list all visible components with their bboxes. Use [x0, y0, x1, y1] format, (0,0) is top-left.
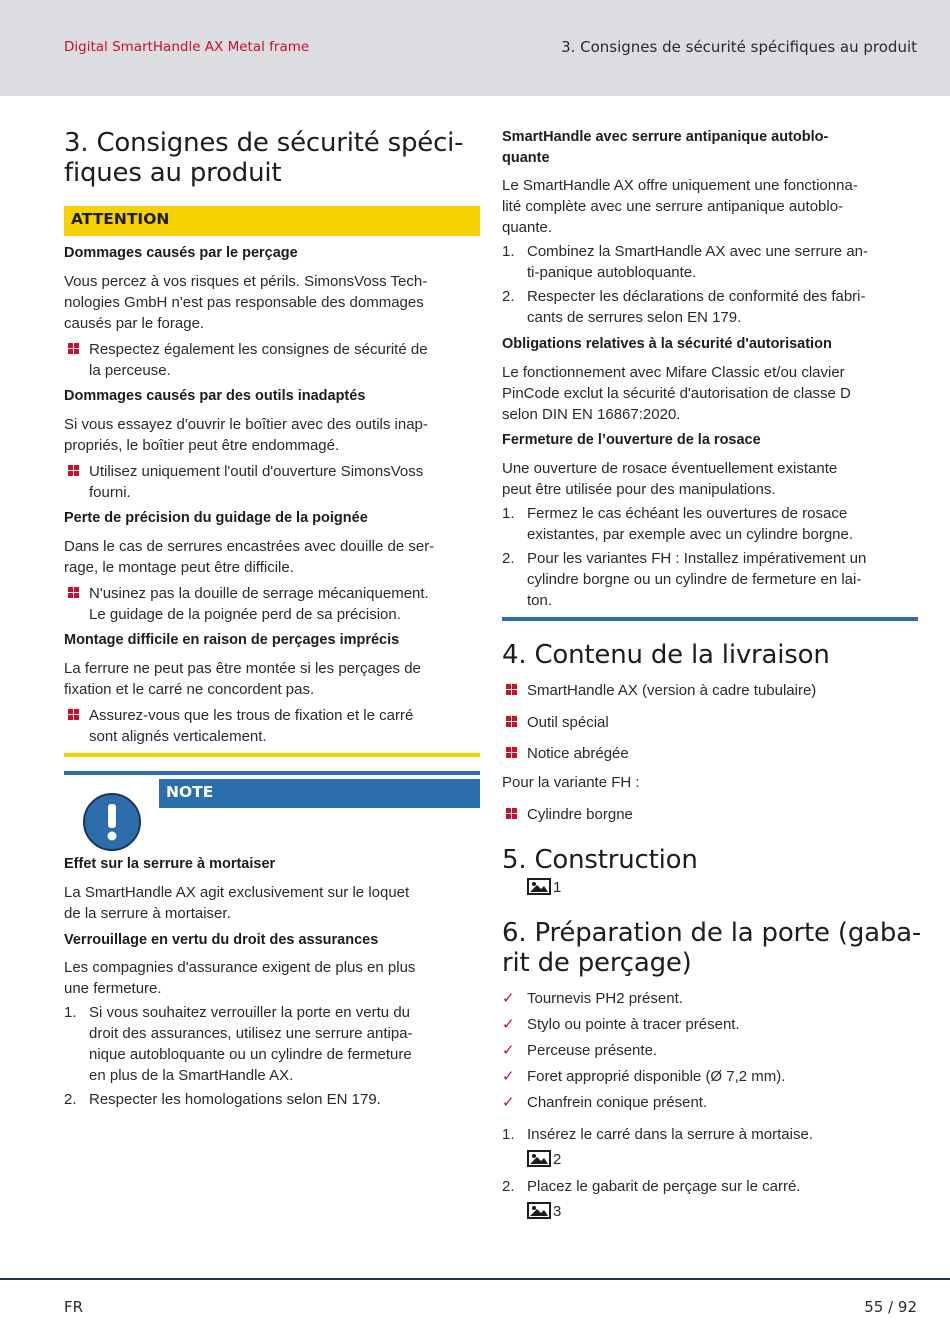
bullet-item: Respectez également les consignes de sécurité de la perceuse. [64, 339, 480, 381]
paragraph-line: Le fonctionnement avec Mifare Classic et/ou clavier [502, 364, 845, 381]
attention-label: ATTENTION [71, 210, 170, 228]
red-check-icon: ✓ [502, 990, 515, 1007]
header-section-title: 3. Consignes de sécurité spécifiques au produit [561, 38, 917, 56]
paragraph-line: La SmartHandle AX agit exclusivement sur le loquet [64, 884, 410, 901]
bullet-item: Notice abrégée [502, 743, 918, 764]
numbered-item: 2. Placez le gabarit de perçage sur le carré. [502, 1178, 801, 1195]
section-title: Perte de précision du guidage de la poignée [64, 510, 368, 526]
chapter-3-title-line2: fiques au produit [64, 158, 282, 188]
note-label: NOTE [166, 783, 214, 801]
footer-language: FR [64, 1298, 84, 1316]
chapter-4-title: 4. Contenu de la livraison [502, 640, 830, 670]
paragraph-line: de la serrure à mortaiser. [64, 905, 231, 922]
red-square-bullet-icon [506, 684, 517, 695]
paragraph-line: une fermeture. [64, 980, 162, 997]
red-square-bullet-icon [68, 465, 79, 476]
paragraph-line: Si vous essayez d'ouvrir le boîtier avec des outils inap- [64, 416, 428, 433]
numbered-item: 1. Si vous souhaitez verrouiller la porte en vertu du droit des assurances, utilisez une serrure antipa- nique autobloquante ou un cylindre de fermeture en plus de la SmartHandle AX. [64, 1004, 413, 1084]
chapter-3-title-line1: 3. Consignes de sécurité spéci- [64, 128, 464, 158]
numbered-item: 1. Combinez la SmartHandle AX avec une serrure an- ti-panique autobloquante. [502, 243, 869, 281]
paragraph-line: nologies GmbH n'est pas responsable des dommages [64, 294, 424, 311]
paragraph-line: Dans le cas de serrures encastrées avec douille de ser- [64, 538, 435, 555]
bullet-item: N'usinez pas la douille de serrage mécaniquement. Le guidage de la poignée perd de sa précision. [64, 583, 480, 625]
checklist-item: ✓ Tournevis PH2 présent. [502, 990, 683, 1007]
section-divider [502, 617, 918, 621]
paragraph-line: fixation et le carré ne concordent pas. [64, 681, 315, 698]
bullet-item: Outil spécial [502, 712, 918, 733]
page-header [0, 0, 950, 96]
figure-reference[interactable]: 3 [527, 1202, 561, 1220]
chapter-5-title: 5. Construction [502, 845, 698, 875]
image-placeholder-icon [527, 1150, 551, 1167]
numbered-item: 2. Pour les variantes FH : Installez impérativement un cylindre borgne ou un cylindre de fermeture en lai- ton. [502, 550, 867, 609]
red-square-bullet-icon [68, 709, 79, 720]
checklist-item: ✓ Foret approprié disponible (Ø 7,2 mm). [502, 1068, 786, 1085]
numbered-item: 1. Insérez le carré dans la serrure à mortaise. [502, 1126, 813, 1143]
figure-reference[interactable]: 2 [527, 1150, 561, 1168]
paragraph-line: propriés, le boîtier peut être endommagé. [64, 437, 340, 454]
chapter-6-title: 6. Préparation de la porte (gaba- rit de perçage) [502, 918, 922, 978]
bullet-item: Assurez-vous que les trous de fixation et le carré sont alignés verticalement. [64, 705, 480, 747]
note-banner [159, 779, 480, 808]
red-check-icon: ✓ [502, 1094, 515, 1111]
section-title: Montage difficile en raison de perçages imprécis [64, 632, 400, 648]
red-square-bullet-icon [506, 716, 517, 727]
chapter-3-title [64, 128, 463, 188]
footer-divider [0, 1278, 950, 1280]
numbered-item: 2. Respecter les homologations selon EN 179. [64, 1091, 381, 1108]
section-title: Dommages causés par le perçage [64, 245, 298, 261]
red-square-bullet-icon [68, 587, 79, 598]
paragraph-line: La ferrure ne peut pas être montée si les perçages de [64, 660, 421, 677]
checklist-item: ✓ Stylo ou pointe à tracer présent. [502, 1016, 740, 1033]
red-square-bullet-icon [506, 808, 517, 819]
footer-page-number: 55 / 92 [864, 1298, 917, 1316]
numbered-item: 1. Fermez le cas échéant les ouvertures de rosace existantes, par exemple avec un cylindre borgne. [502, 505, 854, 543]
section-title: Verrouillage en vertu du droit des assurances [64, 932, 379, 948]
red-square-bullet-icon [506, 747, 517, 758]
paragraph-line: causés par le forage. [64, 315, 205, 332]
bullet-item: Cylindre borgne [502, 804, 918, 825]
header-product-title: Digital SmartHandle AX Metal frame [64, 39, 310, 55]
numbered-item: 2. Respecter les déclarations de conformité des fabri- cants de serrures selon EN 179. [502, 288, 866, 326]
attention-end-rule [64, 753, 480, 757]
checklist-item: ✓ Perceuse présente. [502, 1042, 658, 1059]
paragraph-line: rage, le montage peut être difficile. [64, 559, 294, 576]
bullet-item: Utilisez uniquement l'outil d'ouverture SimonsVoss fourni. [64, 461, 480, 503]
bullet-item: SmartHandle AX (version à cadre tubulaire) [502, 680, 918, 701]
red-square-bullet-icon [68, 343, 79, 354]
red-check-icon: ✓ [502, 1042, 515, 1059]
paragraph-line: Vous percez à vos risques et périls. SimonsVoss Tech- [64, 273, 428, 290]
section-title: SmartHandle avec serrure antipanique autoblo- quante [502, 129, 829, 166]
paragraph-line: lité complète avec une serrure antipanique autoblo- [502, 198, 844, 215]
section-title: Fermeture de l’ouverture de la rosace [502, 432, 761, 448]
paragraph-line: Le SmartHandle AX offre uniquement une fonctionna- [502, 177, 858, 194]
paragraph-line: PinCode exclut la sécurité d'autorisation de classe D [502, 385, 851, 402]
paragraph-line: quante. [502, 219, 553, 236]
paragraph-line: Une ouverture de rosace éventuellement existante [502, 460, 838, 477]
paragraph-line: Pour la variante FH : [502, 774, 640, 791]
figure-reference[interactable]: 1 [527, 878, 561, 896]
red-check-icon: ✓ [502, 1068, 515, 1085]
section-title: Dommages causés par des outils inadaptés [64, 388, 366, 404]
section-title: Effet sur la serrure à mortaiser [64, 856, 276, 872]
paragraph-line: peut être utilisée pour des manipulations. [502, 481, 776, 498]
exclamation-circle-icon [82, 792, 142, 852]
section-title: Obligations relatives à la sécurité d'autorisation [502, 336, 832, 352]
checklist-item: ✓ Chanfrein conique présent. [502, 1094, 708, 1111]
red-check-icon: ✓ [502, 1016, 515, 1033]
image-placeholder-icon [527, 1202, 551, 1219]
paragraph-line: Les compagnies d'assurance exigent de plus en plus [64, 959, 416, 976]
note-start-rule [64, 771, 480, 775]
image-placeholder-icon [527, 878, 551, 895]
paragraph-line: selon DIN EN 16867:2020. [502, 406, 681, 423]
attention-banner [64, 206, 480, 236]
